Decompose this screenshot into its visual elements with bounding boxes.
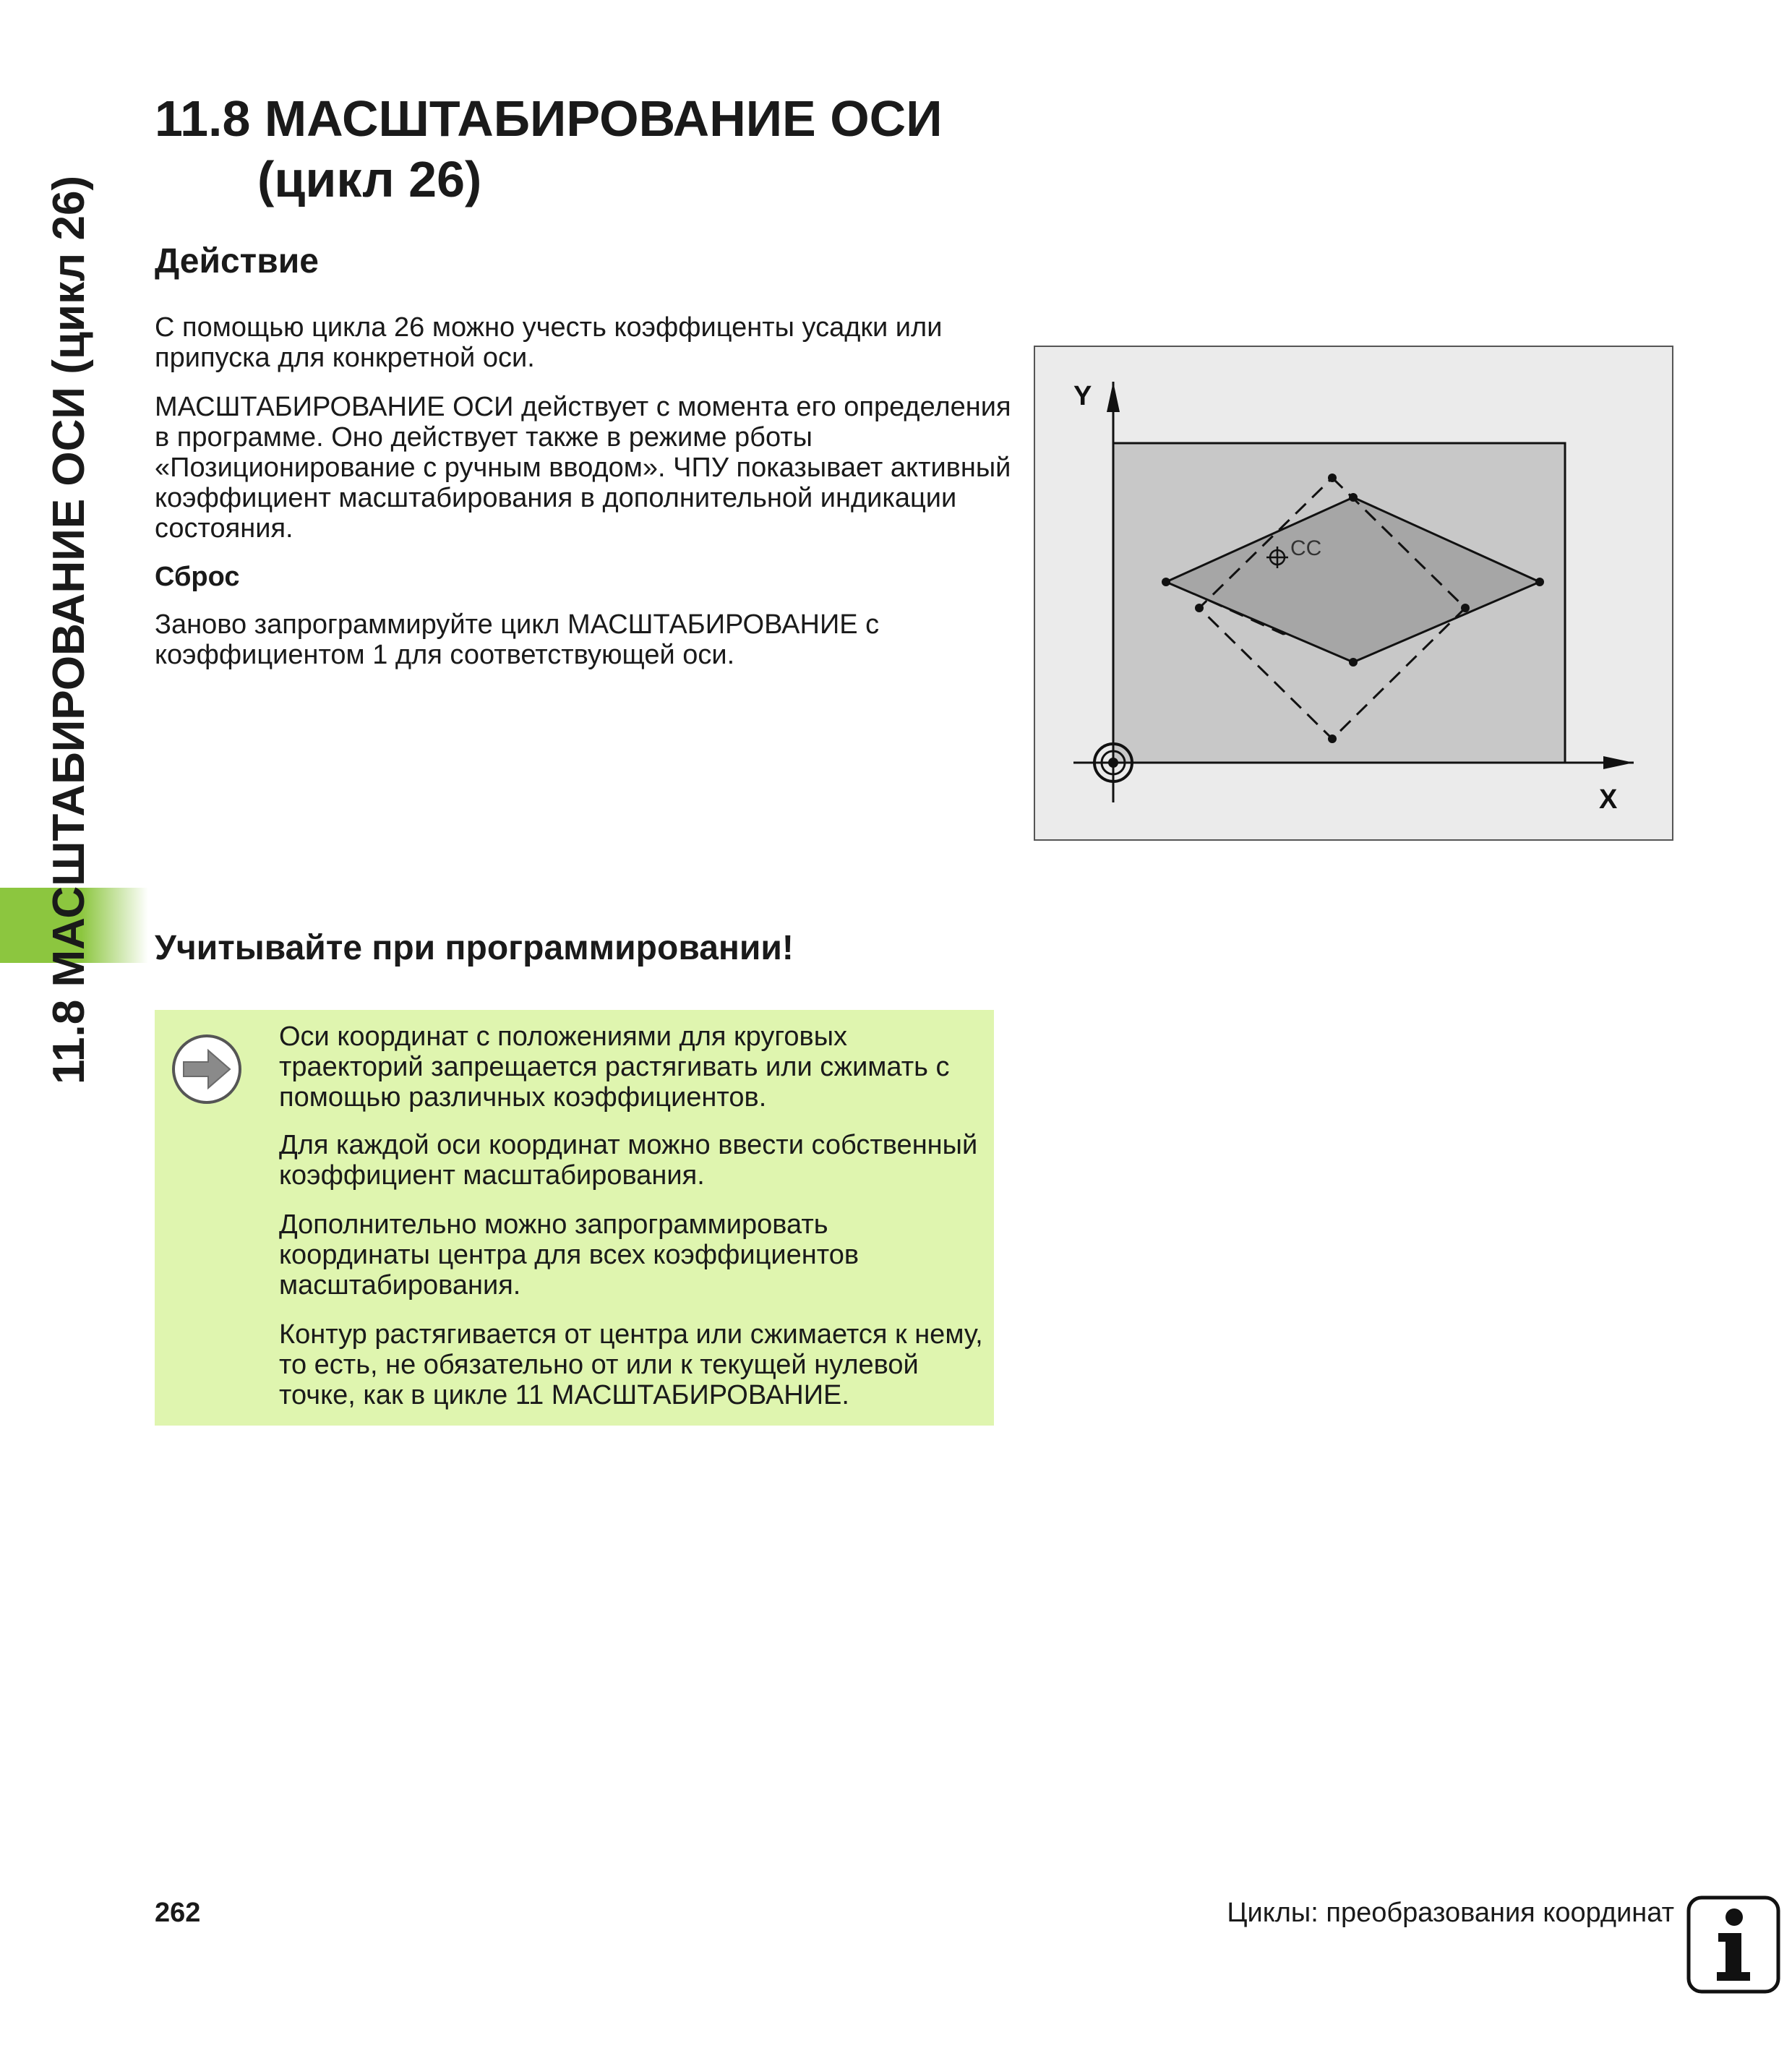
footer-chapter-title: Циклы: преобразования координат [1227, 1898, 1674, 1928]
arrow-right-icon [171, 1033, 243, 1105]
x-axis-label: X [1599, 784, 1618, 815]
note-item-3: Дополнительно можно запрограммировать координаты центра для всех коэффициентов масштабирования. [279, 1209, 859, 1301]
info-icon [1686, 1895, 1780, 1994]
section-heading-action: Действие [155, 242, 319, 280]
section-heading-notes: Учитывайте при программировании! [155, 929, 794, 967]
action-paragraph-2: МАСШТАБИРОВАНИЕ ОСИ действует с момента его определения в программе. Оно действует также в режиме рботы «Позиционирование с ручным вводом». ЧПУ показывает активный коэффициент масштабирования в дополнительной индикации состояния. [155, 392, 1011, 544]
page-number: 262 [155, 1898, 201, 1928]
page-title-line2: (цикл 26) [257, 151, 482, 207]
page-title-line1: 11.8 МАСШТАБИРОВАНИЕ ОСИ [155, 90, 943, 147]
reset-heading: Сброс [155, 562, 240, 592]
page-title [155, 88, 943, 210]
action-paragraph-1: С помощью цикла 26 можно учесть коэффиценты усадки или припуска для конкретной оси. [155, 312, 943, 373]
note-item-4: Контур растягивается от центра или сжимается к нему, то есть, не обязательно от или к текущей нулевой точке, как в цикле 11 МАСШТАБИРОВАНИЕ. [279, 1319, 983, 1410]
sidebar-vertical-title: 11.8 МАСШТАБИРОВАНИЕ ОСИ (цикл 26) [44, 175, 94, 1084]
axis-scaling-figure [1034, 346, 1673, 841]
reset-paragraph: Заново запрограммируйте цикл МАСШТАБИРОВАНИЕ с коэффициентом 1 для соответствующей оси. [155, 609, 880, 670]
note-item-2: Для каждой оси координат можно ввести собственный коэффициент масштабирования. [279, 1130, 978, 1191]
note-box [155, 1010, 994, 1426]
y-axis-label: Y [1073, 381, 1092, 411]
center-label: CC [1290, 536, 1322, 560]
note-item-1: Оси координат с положениями для круговых траекторий запрещается растягивать или сжимать с помощью различных коэффициентов. [279, 1021, 950, 1113]
